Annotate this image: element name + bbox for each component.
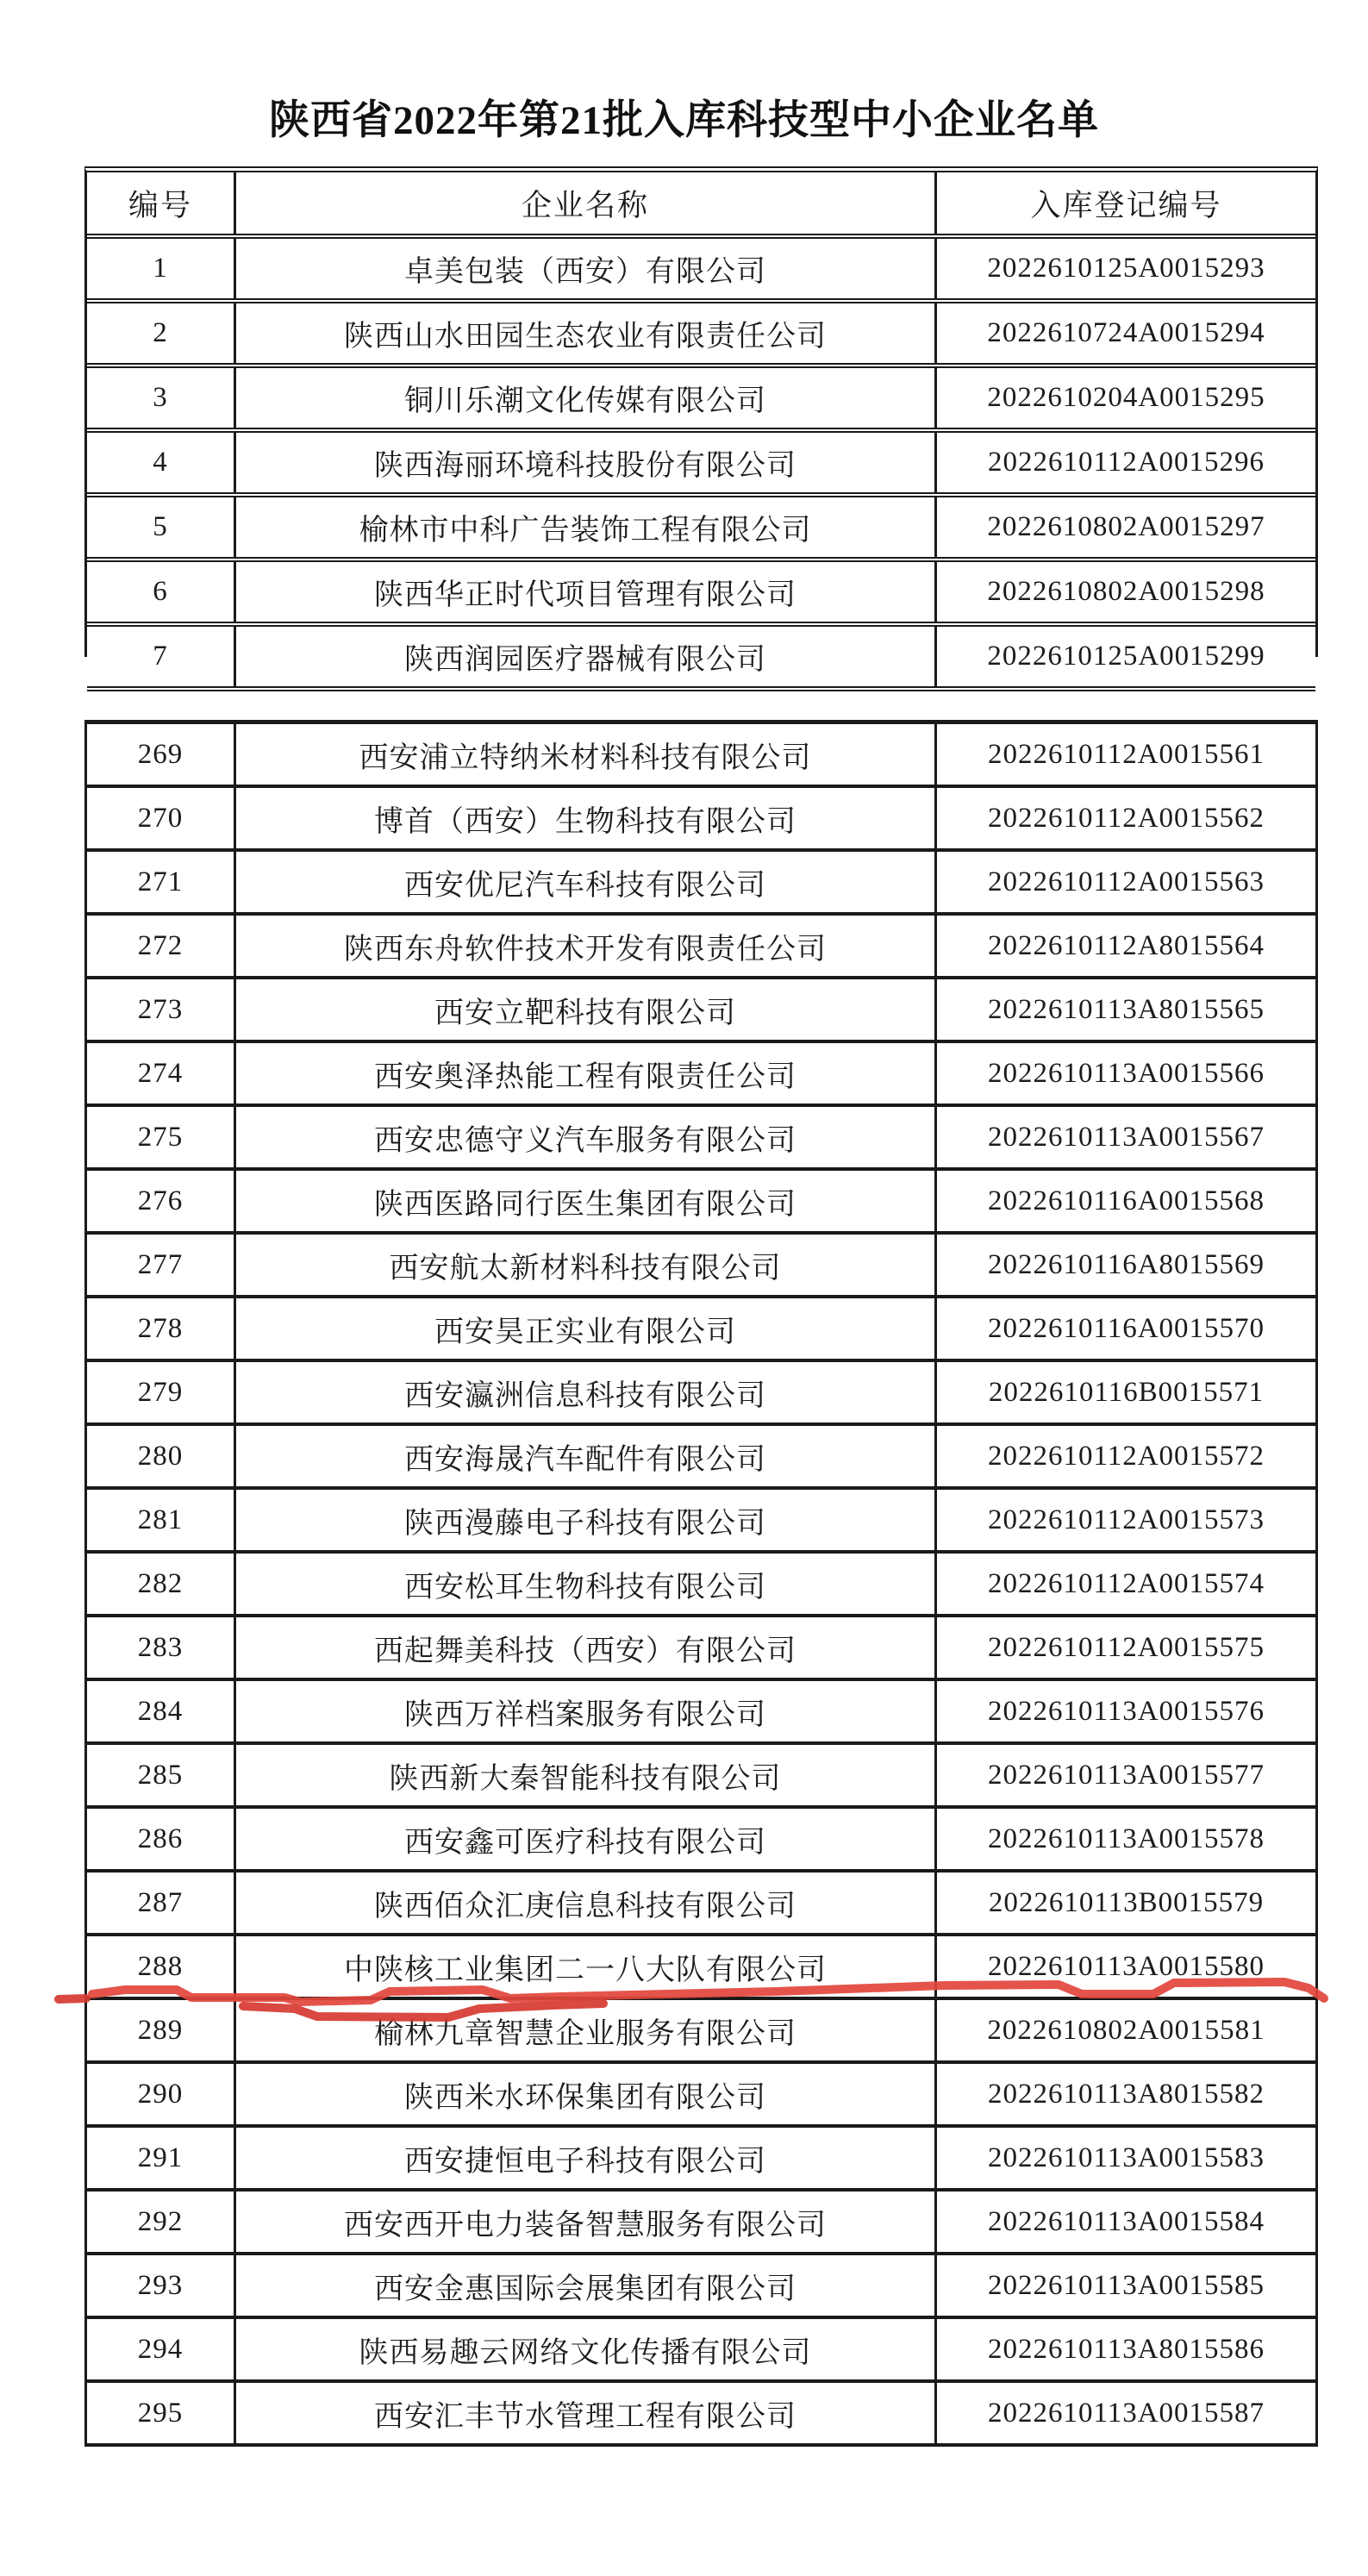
- registration-number: 2022610116A0015570: [987, 1312, 1265, 1344]
- registration-number: 2022610113A0015580: [987, 1950, 1265, 1982]
- registration-number: 2022610802A0015581: [987, 2014, 1265, 2046]
- company-name: 西安立靶科技有限公司: [236, 979, 937, 1040]
- registration-number: 2022610112A0015563: [987, 866, 1265, 897]
- table-row: [87, 979, 1315, 1043]
- company-name: 西安昊正实业有限公司: [236, 1298, 937, 1359]
- registration-number: 2022610112A0015572: [987, 1440, 1265, 1472]
- table-row: [87, 2255, 1315, 2319]
- registration-number: 2022610116A0015568: [987, 1185, 1265, 1216]
- row-number: 292: [87, 2191, 236, 2252]
- row-number: 3: [87, 368, 236, 428]
- table-row: [87, 239, 1315, 303]
- table-row: [87, 368, 1315, 433]
- company-name: 西安汇丰节水管理工程有限公司: [236, 2383, 937, 2443]
- company-name: 西安海晟汽车配件有限公司: [236, 1426, 937, 1486]
- row-number: 295: [87, 2383, 236, 2443]
- registration-number: 2022610113A8015586: [987, 2333, 1265, 2365]
- header-name: 企业名称: [236, 172, 937, 234]
- table-row: [87, 1235, 1315, 1298]
- company-name: 西安航太新材料科技有限公司: [236, 1235, 937, 1295]
- table-row: [87, 1936, 1315, 2000]
- company-name: 西安金惠国际会展集团有限公司: [236, 2255, 937, 2316]
- registration-number: 2022610112A0015573: [987, 1504, 1265, 1535]
- row-number: 1: [87, 239, 236, 298]
- row-number: 289: [87, 2000, 236, 2060]
- table-row: [87, 788, 1315, 852]
- row-number: 276: [87, 1171, 236, 1231]
- header-reg: 入库登记编号: [1030, 188, 1222, 222]
- row-number: 287: [87, 1873, 236, 1933]
- company-name: 西安奥泽热能工程有限责任公司: [236, 1043, 937, 1104]
- registration-number: 2022610112A0015562: [987, 802, 1265, 834]
- company-name: 中陕核工业集团二一八大队有限公司: [236, 1936, 937, 1997]
- company-table-bottom-section: [84, 720, 1318, 2447]
- registration-number: 2022610112A8015564: [987, 929, 1265, 961]
- row-number: 281: [87, 1490, 236, 1550]
- table-row: [87, 1043, 1315, 1107]
- table-row: [87, 2064, 1315, 2128]
- row-number: 286: [87, 1809, 236, 1869]
- registration-number: 2022610113A0015576: [987, 1695, 1265, 1727]
- table-row: [87, 1298, 1315, 1362]
- row-number: 5: [87, 497, 236, 557]
- registration-number: 2022610113A0015578: [987, 1823, 1265, 1854]
- row-number: 6: [87, 562, 236, 622]
- table-row: [87, 1617, 1315, 1681]
- table-row: [87, 433, 1315, 497]
- row-number: 283: [87, 1617, 236, 1678]
- company-name: 陕西润园医疗器械有限公司: [236, 627, 937, 686]
- table-row: [87, 1362, 1315, 1426]
- table-row: [87, 916, 1315, 979]
- registration-number: 2022610125A0015293: [987, 253, 1265, 284]
- row-number: 272: [87, 916, 236, 976]
- company-name: 陕西漫藤电子科技有限公司: [236, 1490, 937, 1550]
- table-row: [87, 1426, 1315, 1490]
- table-row: [87, 1554, 1315, 1617]
- table-row: [87, 1873, 1315, 1936]
- registration-number: 2022610113B0015579: [988, 1886, 1265, 1918]
- row-number: 282: [87, 1554, 236, 1614]
- row-number: 271: [87, 852, 236, 912]
- company-name: 卓美包装（西安）有限公司: [236, 239, 937, 298]
- company-name: 陕西海丽环境科技股份有限公司: [236, 433, 937, 492]
- registration-number: 2022610116B0015571: [988, 1376, 1265, 1408]
- company-name: 陕西佰众汇庚信息科技有限公司: [236, 1873, 937, 1933]
- table-body-bottom: [87, 724, 1315, 2447]
- company-name: 陕西山水田园生态农业有限责任公司: [236, 303, 937, 363]
- table-header-row: [87, 172, 1315, 239]
- table-row: [87, 2383, 1315, 2447]
- row-number: 2: [87, 303, 236, 363]
- company-name: 铜川乐潮文化传媒有限公司: [236, 368, 937, 428]
- table-row: [87, 2000, 1315, 2064]
- row-number: 288: [87, 1936, 236, 1997]
- row-number: 7: [87, 627, 236, 686]
- table-row: [87, 852, 1315, 916]
- row-number: 280: [87, 1426, 236, 1486]
- company-name: 西安鑫可医疗科技有限公司: [236, 1809, 937, 1869]
- company-name: 陕西易趣云网络文化传播有限公司: [236, 2319, 937, 2379]
- row-number: 273: [87, 979, 236, 1040]
- row-number: 284: [87, 1681, 236, 1741]
- row-number: 293: [87, 2255, 236, 2316]
- registration-number: 2022610113A0015583: [987, 2141, 1265, 2173]
- row-number: 4: [87, 433, 236, 492]
- company-name: 榆林市中科广告装饰工程有限公司: [236, 497, 937, 557]
- table-row: [87, 1809, 1315, 1873]
- table-row: [87, 724, 1315, 788]
- company-name: 西起舞美科技（西安）有限公司: [236, 1617, 937, 1678]
- row-number: 294: [87, 2319, 236, 2379]
- company-name: 西安西开电力装备智慧服务有限公司: [236, 2191, 937, 2252]
- company-name: 陕西万祥档案服务有限公司: [236, 1681, 937, 1741]
- registration-number: 2022610802A0015298: [987, 576, 1265, 607]
- row-number: 269: [87, 724, 236, 785]
- table-row: [87, 2191, 1315, 2255]
- table-row: [87, 2319, 1315, 2383]
- company-name: 博首（西安）生物科技有限公司: [236, 788, 937, 848]
- row-number: 285: [87, 1745, 236, 1805]
- row-number: 291: [87, 2128, 236, 2188]
- row-number: 275: [87, 1107, 236, 1167]
- table-row: [87, 2128, 1315, 2191]
- row-number: 277: [87, 1235, 236, 1295]
- registration-number: 2022610113A0015567: [987, 1121, 1265, 1153]
- registration-number: 2022610112A0015561: [987, 738, 1265, 770]
- registration-number: 2022610113A0015584: [987, 2205, 1265, 2237]
- registration-number: 2022610113A0015566: [987, 1057, 1265, 1089]
- registration-number: 2022610802A0015297: [987, 511, 1265, 542]
- row-number: 274: [87, 1043, 236, 1104]
- table-row: [87, 497, 1315, 562]
- company-table-top-section: [84, 166, 1318, 676]
- company-name: 西安松耳生物科技有限公司: [236, 1554, 937, 1614]
- table-row: [87, 1171, 1315, 1235]
- header-no: 编号: [87, 172, 236, 234]
- registration-number: 2022610204A0015295: [987, 382, 1265, 413]
- row-number: 278: [87, 1298, 236, 1359]
- registration-number: 2022610125A0015299: [987, 641, 1265, 672]
- row-number: 279: [87, 1362, 236, 1422]
- registration-number: 2022610113A0015587: [987, 2397, 1265, 2429]
- table-body-top: [87, 239, 1315, 691]
- company-name: 陕西华正时代项目管理有限公司: [236, 562, 937, 622]
- registration-number: 2022610113A0015577: [987, 1759, 1265, 1791]
- registration-number: 2022610112A0015574: [987, 1567, 1265, 1599]
- row-number: 290: [87, 2064, 236, 2124]
- company-name: 西安瀛洲信息科技有限公司: [236, 1362, 937, 1422]
- registration-number: 2022610724A0015294: [987, 317, 1265, 348]
- table-row: [87, 1745, 1315, 1809]
- red-stroke-dash: [59, 1998, 86, 1999]
- registration-number: 2022610113A8015582: [987, 2078, 1265, 2110]
- company-name: 陕西东舟软件技术开发有限责任公司: [236, 916, 937, 976]
- company-name: 陕西新大秦智能科技有限公司: [236, 1745, 937, 1805]
- table-row: [87, 1490, 1315, 1554]
- registration-number: 2022610112A0015296: [987, 447, 1265, 478]
- company-name: 榆林九章智慧企业服务有限公司: [236, 2000, 937, 2060]
- registration-number: 2022610113A8015565: [987, 993, 1265, 1025]
- table-row: [87, 1681, 1315, 1745]
- table-row: [87, 562, 1315, 627]
- company-name: 陕西米水环保集团有限公司: [236, 2064, 937, 2124]
- registration-number: 2022610113A0015585: [987, 2269, 1265, 2301]
- company-name: 西安浦立特纳米材料科技有限公司: [236, 724, 937, 785]
- table-row: [87, 1107, 1315, 1171]
- registration-number: 2022610116A8015569: [987, 1248, 1265, 1280]
- company-name: 西安捷恒电子科技有限公司: [236, 2128, 937, 2188]
- row-number: 270: [87, 788, 236, 848]
- company-name: 西安忠德守义汽车服务有限公司: [236, 1107, 937, 1167]
- registration-number: 2022610112A0015575: [987, 1631, 1265, 1663]
- table-row: [87, 303, 1315, 368]
- company-name: 陕西医路同行医生集团有限公司: [236, 1171, 937, 1231]
- page-title: 陕西省2022年第21批入库科技型中小企业名单: [269, 98, 1099, 143]
- company-name: 西安优尼汽车科技有限公司: [236, 852, 937, 912]
- table-row: [87, 627, 1315, 691]
